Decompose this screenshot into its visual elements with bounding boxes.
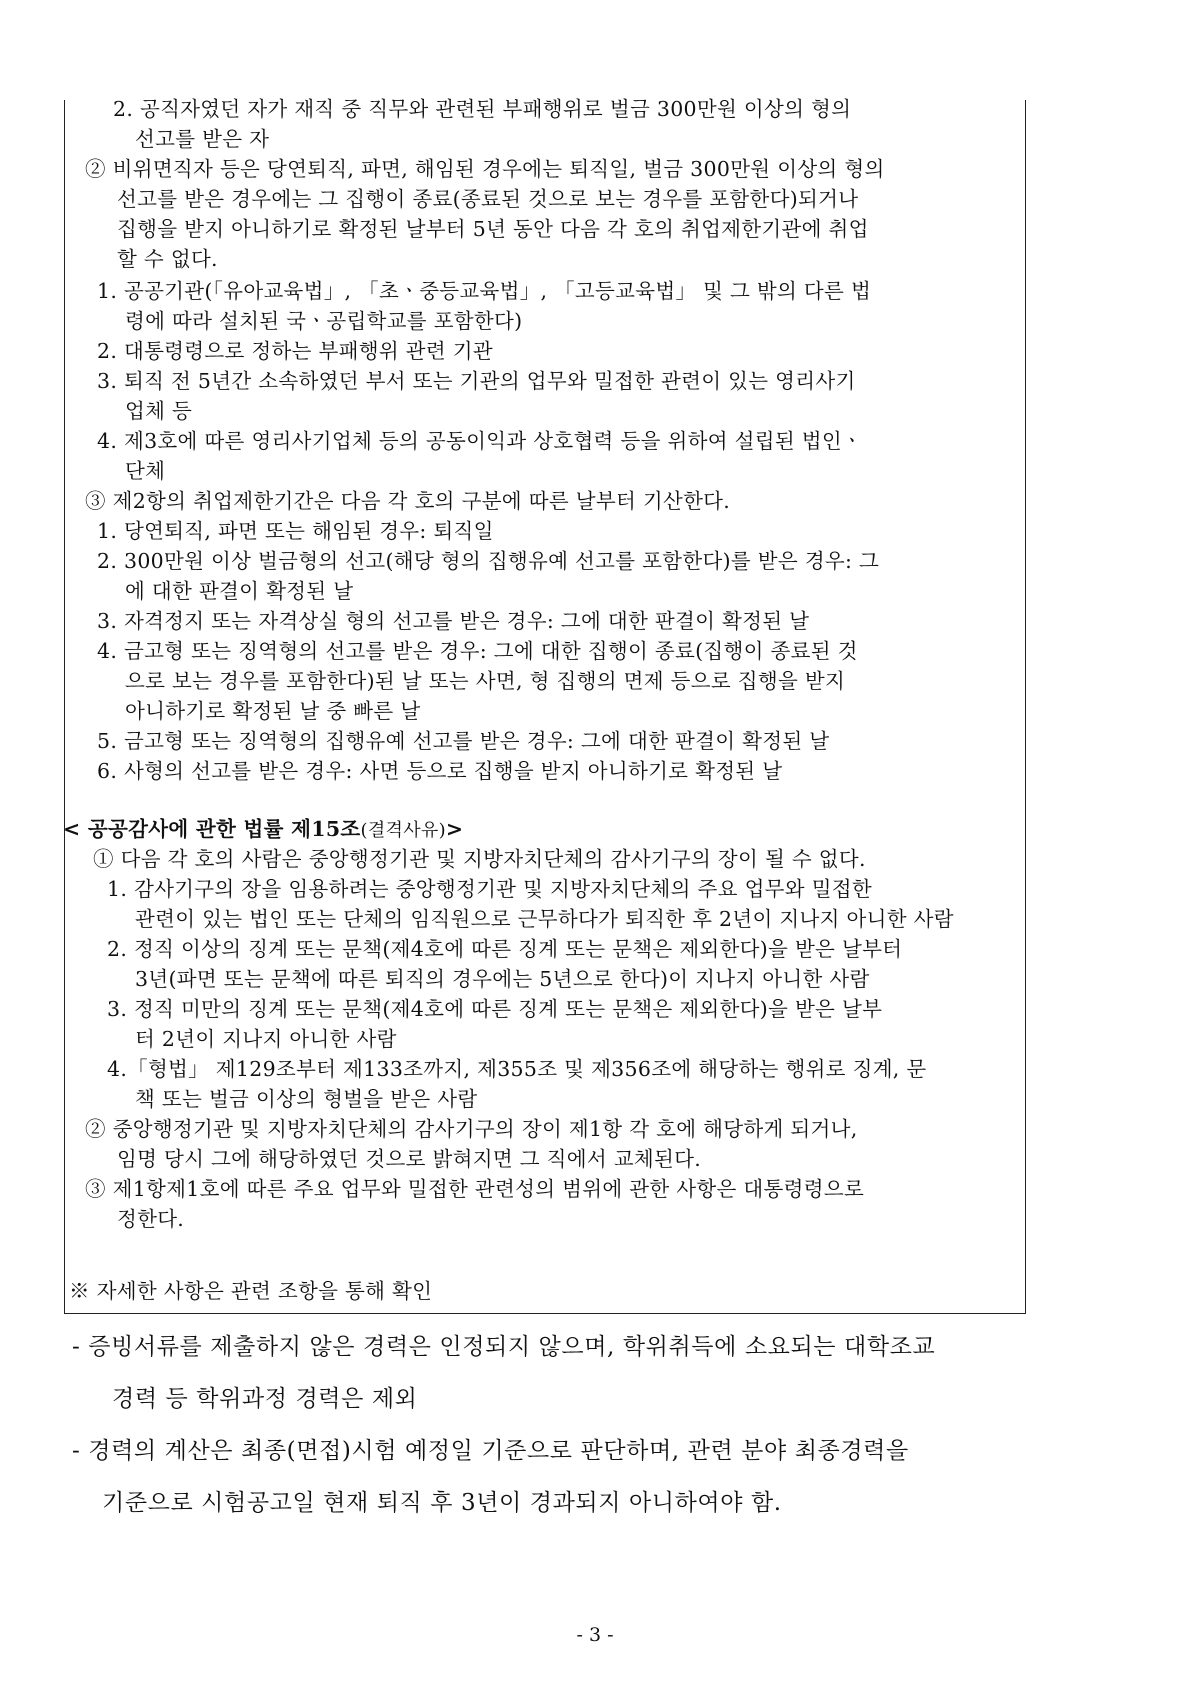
text-line: 관련이 있는 법인 또는 단체의 임직원으로 근무하다가 퇴직한 후 2년이 지나지 아니한 사람 (135, 907, 954, 931)
text-line: 2. 대통령령으로 정하는 부패행위 관련 기관 (97, 339, 493, 363)
bullet-item: - 경력의 계산은 최종(면접)시험 예정일 기준으로 판단하며, 관련 분야 최종경력을 (72, 1438, 909, 1464)
text-line: 단체 (125, 459, 166, 483)
bullet-item: - 증빙서류를 제출하지 않은 경력은 인정되지 않으며, 학위취득에 소요되는 대학조교 (72, 1334, 936, 1360)
text-line: 1. 공공기관(「유아교육법」, 「초ㆍ중등교육법」, 「고등교육법」 및 그 밖의 다른 법 (97, 279, 872, 303)
text-line: ③ 제1항제1호에 따른 주요 업무와 밀접한 관련성의 범위에 관한 사항은 대통령령으로 (85, 1177, 865, 1201)
text-line: 2. 300만원 이상 벌금형의 선고(해당 형의 집행유예 선고를 포함한다)를 받은 경우: 그 (97, 549, 880, 573)
text-line: 2. 정직 이상의 징계 또는 문책(제4호에 따른 징계 또는 문책은 제외한다)을 받은 날부터 (107, 937, 903, 961)
text-line: 할 수 없다. (117, 247, 218, 271)
bullet-continuation: 기준으로 시험공고일 현재 퇴직 후 3년이 경과되지 아니하여야 함. (102, 1490, 782, 1516)
text-line: 선고를 받은 경우에는 그 집행이 종료(종료된 것으로 보는 경우를 포함한다)되거나 (117, 187, 859, 211)
text-line: 령에 따라 설치된 국ㆍ공립학교를 포함한다) (125, 309, 523, 333)
text-line: 터 2년이 지나지 아니한 사람 (135, 1027, 397, 1051)
text-line: 임명 당시 그에 해당하였던 것으로 밝혀지면 그 직에서 교체된다. (117, 1147, 702, 1171)
text-line: 6. 사형의 선고를 받은 경우: 사면 등으로 집행을 받지 아니하기로 확정된 날 (97, 759, 783, 783)
text-line: 업체 등 (125, 399, 193, 423)
text-line: 에 대한 판결이 확정된 날 (125, 579, 354, 603)
text-line: 4.「형법」 제129조부터 제133조까지, 제355조 및 제356조에 해당하는 행위로 징계, 문 (107, 1057, 927, 1081)
text-line: 아니하기로 확정된 날 중 빠른 날 (125, 699, 421, 723)
text-line: 4. 제3호에 따른 영리사기업체 등의 공동이익과 상호협력 등을 위하여 설립된 법인ㆍ (97, 429, 863, 453)
text-line: 2. 공직자였던 자가 재직 중 직무와 관련된 부패행위로 벌금 300만원 이상의 형의 (113, 97, 852, 121)
text-line: 3년(파면 또는 문책에 따른 퇴직의 경우에는 5년으로 한다)이 지나지 아니한 사람 (135, 967, 870, 991)
text-line: 으로 보는 경우를 포함한다)된 날 또는 사면, 형 집행의 면제 등으로 집행을 받지 (125, 669, 846, 693)
section-heading: < 공공감사에 관한 법률 제15조(결격사유)> (63, 817, 464, 841)
note-line: ※ 자세한 사항은 관련 조항을 통해 확인 (69, 1279, 433, 1303)
text-line: 3. 정직 미만의 징계 또는 문책(제4호에 따른 징계 또는 문책은 제외한다)을 받은 날부 (107, 997, 883, 1021)
bullet-continuation: 경력 등 학위과정 경력은 제외 (112, 1386, 418, 1412)
text-line: 5. 금고형 또는 징역형의 집행유예 선고를 받은 경우: 그에 대한 판결이 확정된 날 (97, 729, 830, 753)
text-line: ③ 제2항의 취업제한기간은 다음 각 호의 구분에 따른 날부터 기산한다. (85, 489, 731, 513)
text-line: 정한다. (117, 1207, 185, 1231)
text-line: 책 또는 벌금 이상의 형벌을 받은 사람 (135, 1087, 478, 1111)
text-line: ① 다음 각 호의 사람은 중앙행정기관 및 지방자치단체의 감사기구의 장이 될 수 없다. (93, 847, 866, 871)
text-line: 4. 금고형 또는 징역형의 선고를 받은 경우: 그에 대한 집행이 종료(집행이 종료된 것 (97, 639, 858, 663)
text-line: 1. 감사기구의 장을 임용하려는 중앙행정기관 및 지방자치단체의 주요 업무와 밀접한 (107, 877, 873, 901)
text-line: ② 중앙행정기관 및 지방자치단체의 감사기구의 장이 제1항 각 호에 해당하게 되거나, (85, 1117, 858, 1141)
text-line: 3. 퇴직 전 5년간 소속하였던 부서 또는 기관의 업무와 밀접한 관련이 있는 영리사기 (97, 369, 856, 393)
text-line: 선고를 받은 자 (135, 127, 270, 151)
text-line: ② 비위면직자 등은 당연퇴직, 파면, 해임된 경우에는 퇴직일, 벌금 300만원 이상의 형의 (85, 157, 885, 181)
law-excerpt-box (63, 97, 1026, 1314)
text-line: 1. 당연퇴직, 파면 또는 해임된 경우: 퇴직일 (97, 519, 494, 543)
page-number: - 3 - (576, 1624, 614, 1646)
text-line: 집행을 받지 아니하기로 확정된 날부터 5년 동안 다음 각 호의 취업제한기관에 취업 (117, 217, 869, 241)
text-line: 3. 자격정지 또는 자격상실 형의 선고를 받은 경우: 그에 대한 판결이 확정된 날 (97, 609, 810, 633)
